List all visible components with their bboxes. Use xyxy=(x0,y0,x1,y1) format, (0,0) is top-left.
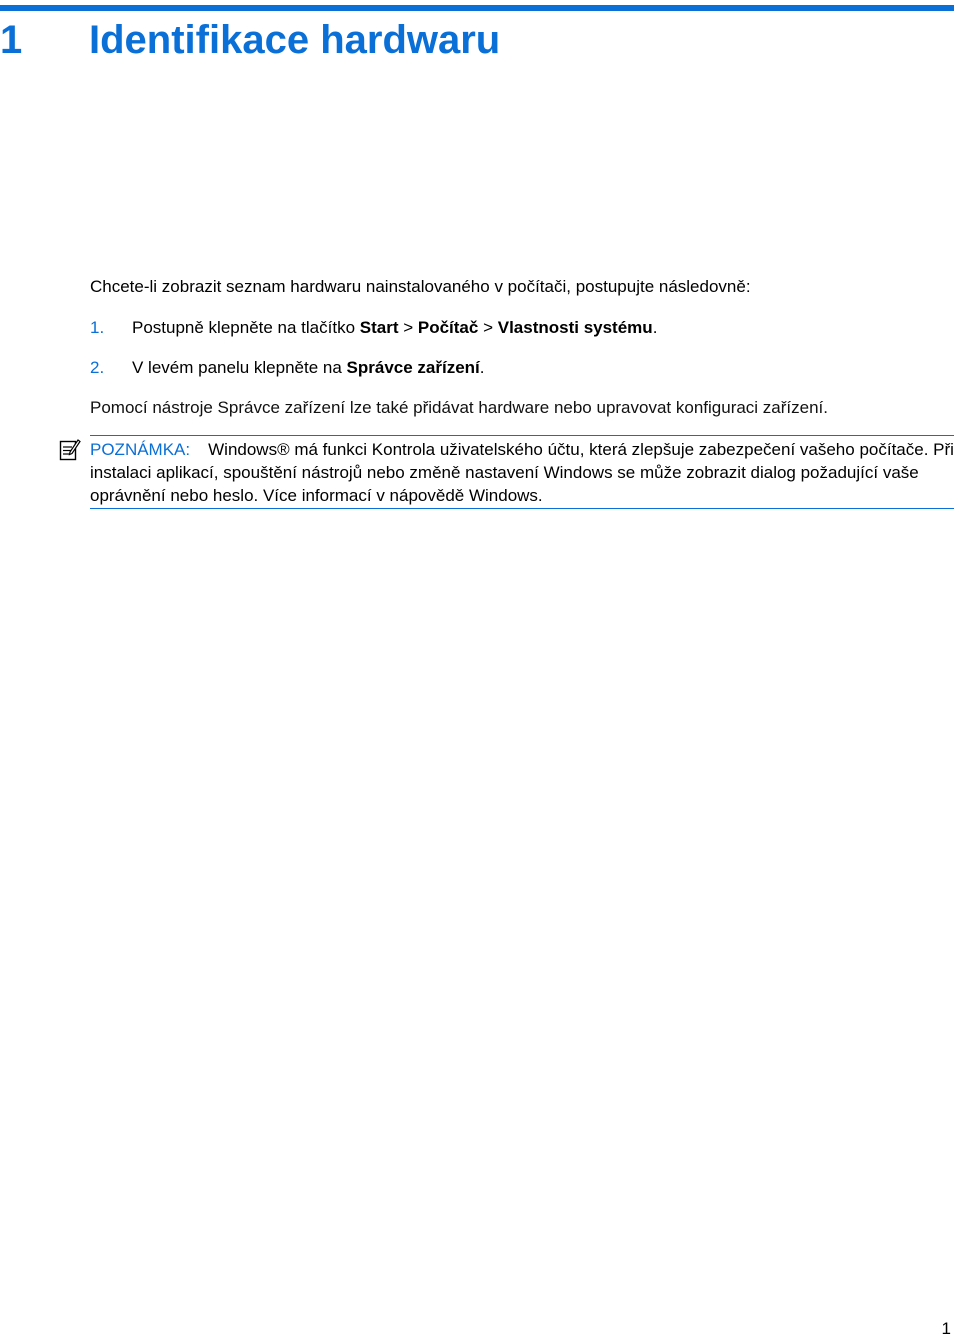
note-box xyxy=(90,435,954,509)
step-text: Postupně klepněte na tlačítko xyxy=(132,318,360,337)
chapter-title: Identifikace hardwaru xyxy=(89,18,501,62)
step-number: 2. xyxy=(90,358,105,377)
menu-system-properties: Vlastnosti systému xyxy=(497,318,653,337)
step-2 xyxy=(90,357,485,379)
step-text-end: . xyxy=(479,358,485,377)
path-separator: > xyxy=(398,318,418,337)
chapter-heading xyxy=(0,14,940,66)
note-label: POZNÁMKA: xyxy=(90,440,191,459)
step-number: 1. xyxy=(90,318,105,337)
menu-computer: Počítač xyxy=(417,318,479,337)
note-text: Windows® má funkci Kontrola uživatelského účtu, která zlepšuje zabezpečení vašeho počítače. Při instalaci aplikací, spouštění nástrojů nebo změně nastavení Windows se může zobrazit dialog požadující vaše oprávnění nebo heslo. Více informací v nápovědě Windows. xyxy=(90,440,954,505)
note-pencil-icon xyxy=(59,438,81,462)
step-text-end: . xyxy=(652,318,658,337)
menu-device-manager: Správce zařízení xyxy=(346,358,480,377)
page-number: 1 xyxy=(941,1319,951,1338)
step-text: V levém panelu klepněte na xyxy=(132,358,347,377)
device-manager-paragraph: Pomocí nástroje Správce zařízení lze také přidávat hardware nebo upravovat konfiguraci zařízení. xyxy=(90,398,828,417)
chapter-top-rule xyxy=(0,5,954,11)
menu-start: Start xyxy=(359,318,399,337)
step-1 xyxy=(90,317,657,339)
chapter-number: 1 xyxy=(0,18,23,62)
path-separator: > xyxy=(478,318,498,337)
intro-paragraph: Chcete-li zobrazit seznam hardwaru nainstalovaného v počítači, postupujte následovně: xyxy=(90,277,751,296)
